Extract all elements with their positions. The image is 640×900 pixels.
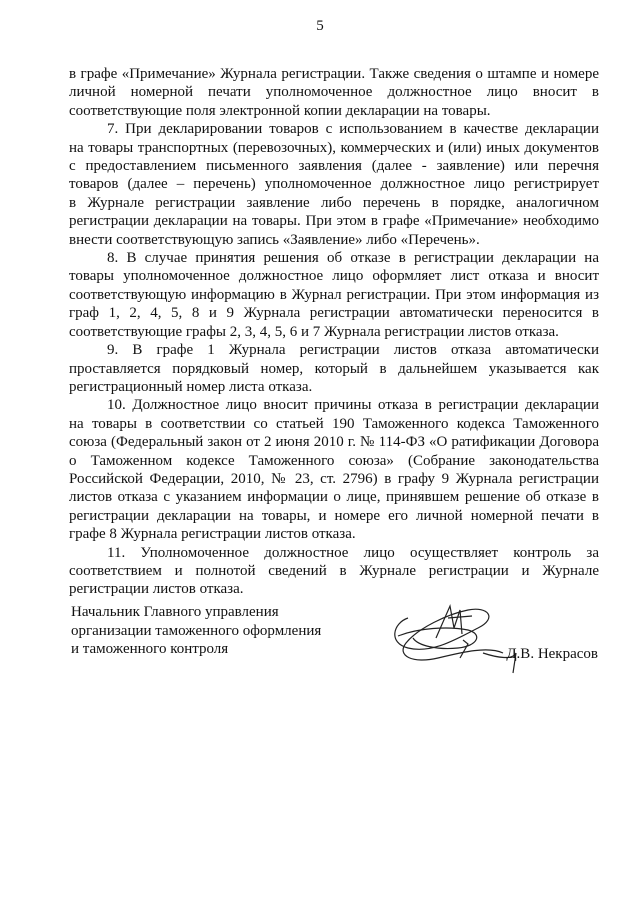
text-line: 10. Должностное лицо вносит причины отказа в регистрации декларации bbox=[107, 397, 599, 414]
text-line: в Журнале регистрации заявление либо перечень в порядке, аналогичном bbox=[69, 194, 599, 211]
text-line: 8. В случае принятия решения об отказе в регистрации декларации на bbox=[107, 250, 599, 267]
signatory-position bbox=[71, 603, 321, 659]
text-line: регистрации декларации на товары, и номере его личной номерной печати в bbox=[69, 507, 599, 524]
text-line: графе 8 Журнала регистрации листов отказа. bbox=[69, 526, 356, 543]
signatory-name: Д.В. Некрасов bbox=[506, 646, 598, 662]
position-line: организации таможенного оформления bbox=[71, 622, 322, 639]
paragraph bbox=[69, 249, 599, 341]
text-line: листов отказа с указанием информации о лице, принявшем решение об отказе в bbox=[69, 489, 599, 506]
text-line: проставляется порядковый номер, который в дальнейшем указывается как bbox=[69, 360, 599, 377]
text-line: личной номерной печати уполномоченное должностное лицо вносит в bbox=[69, 84, 599, 101]
paragraph bbox=[69, 544, 599, 599]
text-line: соответствием и полнотой сведений в Журнале регистрации и Журнале bbox=[69, 562, 599, 579]
text-line: о Таможенном кодексе Таможенного союза» (Собрание законодательства bbox=[69, 452, 599, 469]
text-line: регистрации декларации на товары. При этом в графе «Примечание» необходимо bbox=[69, 213, 599, 230]
text-line: товары уполномоченное должностное лицо оформляет лист отказа и вносит bbox=[69, 268, 599, 285]
text-line: внести соответствующую запись «Заявление» либо «Перечень». bbox=[69, 231, 480, 248]
handwritten-signature bbox=[388, 598, 538, 678]
text-line: на товары транспортных (перевозочных), коммерческих и (или) иных документов bbox=[69, 139, 599, 156]
text-line: соответствующие поля электронной копии декларации на товары. bbox=[69, 102, 491, 119]
paragraph bbox=[69, 341, 599, 396]
text-line: с предоставлением письменного заявления (далее - заявление) или перечня bbox=[69, 158, 599, 175]
text-line: 9. В графе 1 Журнала регистрации листов отказа автоматически bbox=[107, 342, 599, 359]
text-line: соответствующие графы 2, 3, 4, 5, 6 и 7 Журнала регистрации листов отказа. bbox=[69, 323, 559, 340]
paragraph bbox=[69, 396, 599, 543]
page-number: 5 bbox=[316, 18, 324, 34]
text-line: союза (Федеральный закон от 2 июня 2010 г. № 114-ФЗ «О ратификации Договора bbox=[69, 434, 599, 451]
text-line: товаров (далее – перечень) уполномоченное должностное лицо регистрирует bbox=[69, 176, 599, 193]
text-line: 11. Уполномоченное должностное лицо осуществляет контроль за bbox=[107, 544, 599, 561]
text-line: соответствующую информацию в Журнал регистрации. При этом информация из bbox=[69, 286, 599, 303]
text-line: в графе «Примечание» Журнала регистрации. Также сведения о штампе и номере bbox=[69, 66, 599, 82]
paragraph bbox=[69, 65, 599, 120]
text-line: регистрационный номер листа отказа. bbox=[69, 378, 313, 395]
text-line: граф 1, 2, 4, 5, 8 и 9 Журнала регистрации автоматически переносится в bbox=[69, 305, 599, 322]
text-line: Российской Федерации, 2010, № 23, ст. 2796) в графу 9 Журнала регистрации bbox=[69, 470, 599, 487]
document-body bbox=[69, 65, 599, 599]
text-line: на товары в соответствии со статьей 190 Таможенного кодекса Таможенного bbox=[69, 415, 599, 432]
text-line: 7. При декларировании товаров с использованием в качестве декларации bbox=[107, 121, 599, 138]
position-line: Начальник Главного управления bbox=[71, 604, 279, 620]
paragraph bbox=[69, 120, 599, 249]
text-line: регистрации листов отказа. bbox=[69, 581, 244, 598]
position-line: и таможенного контроля bbox=[71, 641, 229, 657]
